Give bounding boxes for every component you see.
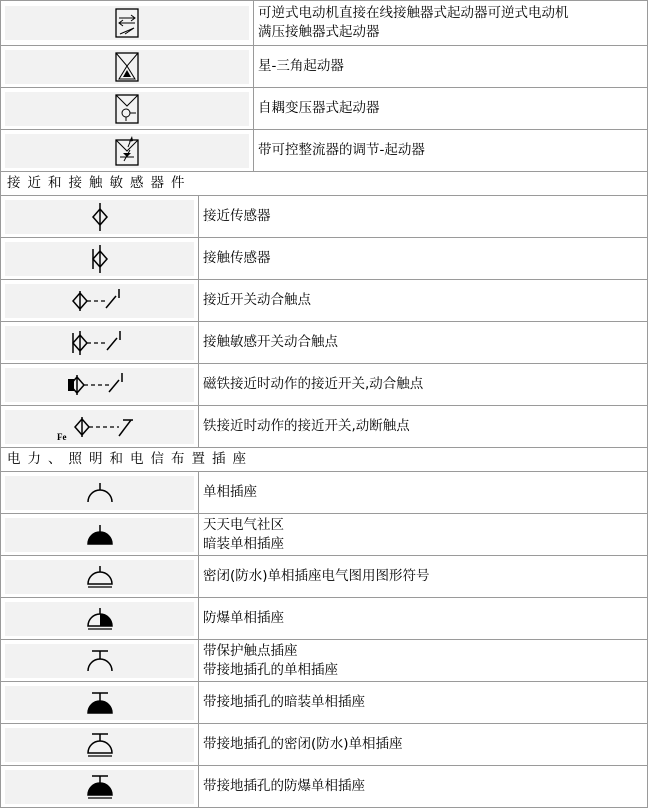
- sealed-waterproof-socket-icon: [85, 565, 115, 589]
- contact-sensitive-switch-make-contact-icon: [71, 328, 129, 358]
- socket-with-protective-contact-icon: [85, 648, 115, 674]
- symbol-cell: [1, 598, 199, 639]
- description-cell: [199, 724, 648, 765]
- explosion-proof-earthed-socket-icon: [85, 773, 115, 801]
- symbol-cell: [1, 514, 199, 555]
- description-line: 接近开关动合触点: [203, 292, 311, 308]
- table-row: [1, 46, 648, 88]
- thyristor-regulator-starter-symbol-icon: [114, 135, 140, 167]
- description-cell: [199, 682, 648, 723]
- description-cell: [199, 640, 648, 681]
- table-row: [1, 238, 648, 280]
- table-row: [1, 766, 648, 808]
- table-row: [1, 472, 648, 514]
- table-row: [1, 514, 648, 556]
- proximity-switch-make-contact-icon: [72, 286, 128, 316]
- symbol-cell: [1, 682, 199, 723]
- description-line: 带保护触点插座: [203, 642, 298, 659]
- description-line: 接触敏感开关动合触点: [203, 334, 338, 350]
- single-phase-socket-icon: [85, 481, 115, 505]
- description-cell: [199, 280, 648, 321]
- fe-label: Fe: [56, 431, 66, 442]
- symbol-cell: [1, 1, 254, 45]
- description-line: 带接地插孔的暗装单相插座: [203, 694, 365, 710]
- contact-sensor-symbol-icon: [89, 244, 111, 274]
- description-line: 带接地插孔的防爆单相插座: [203, 778, 365, 794]
- autotransformer-starter-symbol-icon: [115, 94, 139, 124]
- table-row: [1, 556, 648, 598]
- table-row: [1, 196, 648, 238]
- description-line: 暗装单相插座: [203, 535, 284, 552]
- iron-proximity-switch-break-contact-icon: [57, 412, 143, 442]
- description-cell: [199, 514, 648, 555]
- table-row: [1, 682, 648, 724]
- description-cell: [199, 322, 648, 363]
- description-cell: [199, 196, 648, 237]
- symbol-cell: [1, 196, 199, 237]
- table-row: [1, 724, 648, 766]
- section-header: 电力、照明和电信布置插座: [1, 448, 648, 472]
- magnet-proximity-switch-make-contact-icon: [67, 370, 133, 400]
- table-row: [1, 364, 648, 406]
- symbol-cell: [1, 238, 199, 279]
- symbol-cell: [1, 556, 199, 597]
- description-cell: [199, 238, 648, 279]
- description-cell: [199, 364, 648, 405]
- description-cell: [199, 766, 648, 807]
- description-line: 铁接近时动作的接近开关,动断触点: [203, 418, 410, 434]
- star-delta-starter-symbol-icon: [115, 52, 139, 82]
- description-cell: [199, 406, 648, 447]
- table-row: [1, 1, 648, 46]
- description-cell: [254, 1, 648, 45]
- reversing-starter-symbol-icon: [115, 8, 139, 38]
- symbol-cell: [1, 130, 254, 171]
- description-cell: [199, 598, 648, 639]
- concealed-earthed-socket-icon: [85, 690, 115, 716]
- symbol-cell: [1, 766, 199, 807]
- sealed-earthed-socket-icon: [85, 731, 115, 759]
- symbol-cell: [1, 322, 199, 363]
- description-line: 满压接触器式起动器: [258, 24, 380, 40]
- symbol-cell: [1, 640, 199, 681]
- description-line: 天天电气社区: [203, 516, 284, 533]
- description-line: 密闭(防水)单相插座电气图用图形符号: [203, 568, 430, 584]
- table-row: [1, 130, 648, 172]
- description-line: 自耦变压器式起动器: [258, 100, 380, 116]
- symbol-cell: [1, 724, 199, 765]
- description-cell: [254, 130, 648, 171]
- symbol-cell: [1, 406, 199, 447]
- table-row: [1, 640, 648, 682]
- section-header: 接近和接触敏感器件: [1, 172, 648, 196]
- description-line: 磁铁接近时动作的接近开关,动合触点: [203, 376, 424, 392]
- symbol-cell: [1, 88, 254, 129]
- description-cell: [254, 88, 648, 129]
- description-line: 接触传感器: [203, 250, 271, 266]
- symbol-cell: [1, 364, 199, 405]
- description-line: 带可控整流器的调节-起动器: [258, 142, 425, 158]
- description-line: 防爆单相插座: [203, 610, 284, 626]
- description-line: 单相插座: [203, 484, 257, 500]
- description-cell: [254, 46, 648, 87]
- description-line: 带接地插孔的密闭(防水)单相插座: [203, 736, 403, 752]
- symbol-cell: [1, 46, 254, 87]
- proximity-sensor-symbol-icon: [90, 202, 110, 232]
- symbol-cell: [1, 280, 199, 321]
- description-line: 可逆式电动机直接在线接触器式起动器可逆式电动机: [258, 5, 569, 21]
- description-cell: [199, 556, 648, 597]
- table-row: [1, 88, 648, 130]
- explosion-proof-socket-icon: [85, 607, 115, 631]
- table-row: [1, 322, 648, 364]
- table-row: [1, 598, 648, 640]
- description-line: 星-三角起动器: [258, 58, 344, 74]
- description-line: 接近传感器: [203, 208, 271, 224]
- table-row: [1, 406, 648, 448]
- table-row: [1, 280, 648, 322]
- concealed-single-phase-socket-icon: [85, 523, 115, 547]
- symbol-cell: [1, 472, 199, 513]
- description-cell: [199, 472, 648, 513]
- description-line: 带接地插孔的单相插座: [203, 661, 338, 678]
